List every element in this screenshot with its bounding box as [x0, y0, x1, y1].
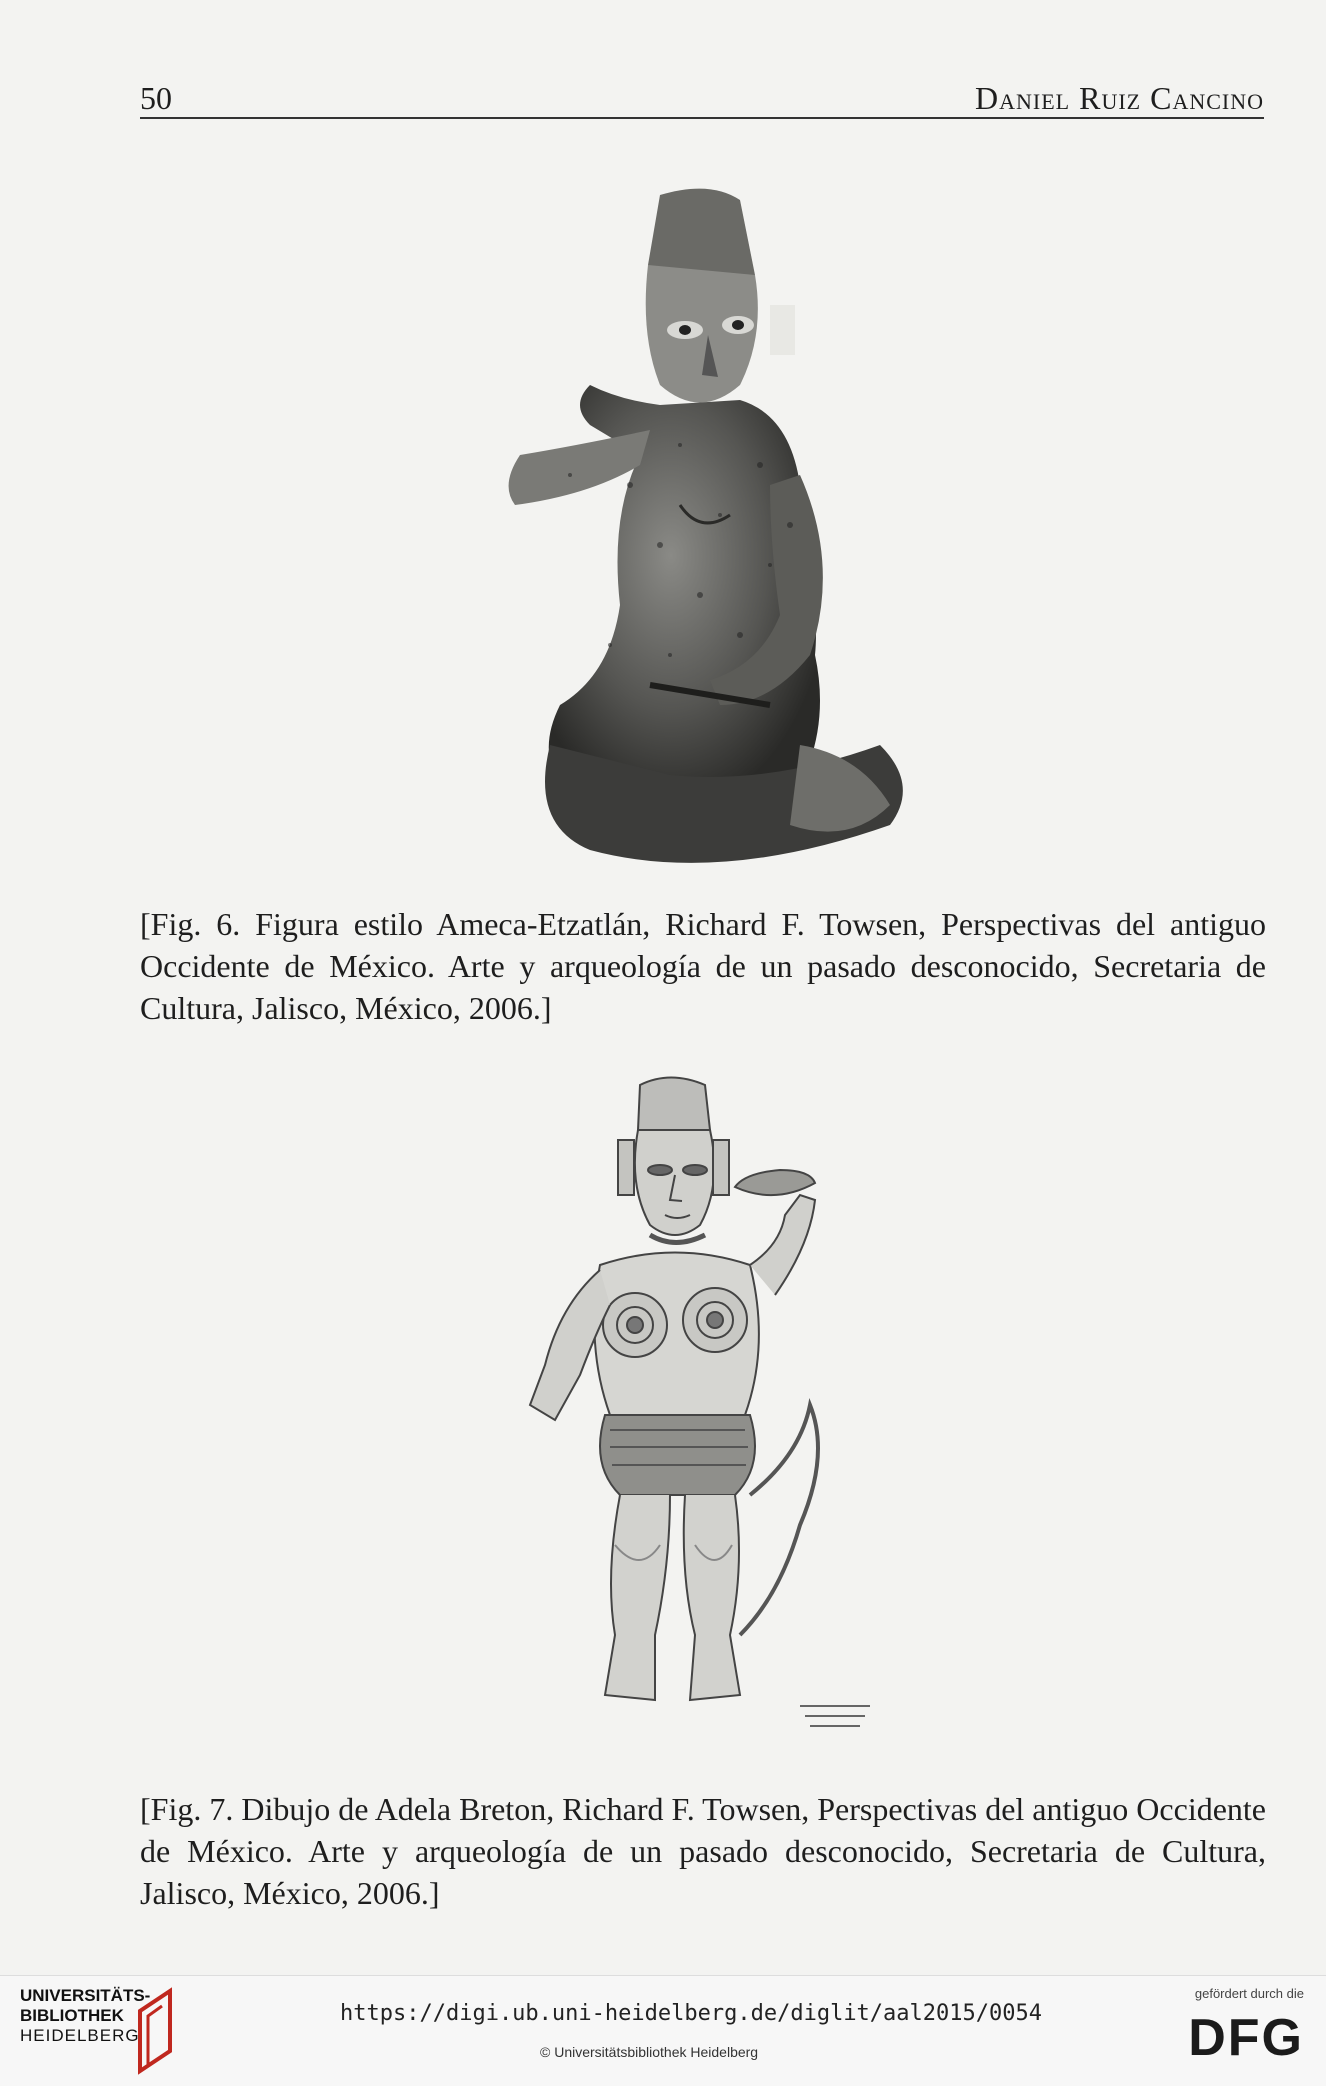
digitization-footer: [0, 1975, 1326, 2086]
library-name-line2: BIBLIOTHEK: [20, 2006, 124, 2025]
running-head-author: Daniel Ruiz Cancino: [975, 80, 1264, 116]
permalink-url[interactable]: https://digi.ub.uni-heidelberg.de/diglit/aal2015/0054: [340, 2001, 1042, 2026]
fig7-image: [510, 1075, 910, 1755]
fig7-caption: [Fig. 7. Dibujo de Adela Breton, Richard F. Towsen, Perspectivas del antiguo Occidente de México. Arte y arqueología de un pasado desconocido, Secretaria de Cultura, Jalisco, México, 2006.]: [140, 1791, 1266, 1911]
page-number: 50: [140, 80, 172, 116]
library-name: [20, 1986, 150, 2046]
library-name-line1: UNIVERSITÄTS-: [20, 1986, 151, 2005]
dfg-logo: DFG: [1188, 2009, 1304, 2067]
funding-note: gefördert durch die: [1194, 1986, 1304, 2001]
fig6-caption: [Fig. 6. Figura estilo Ameca-Etzatlán, Richard F. Towsen, Perspectivas del antiguo Occidente de México. Arte y arqueología de un pasado desconocido, Secretaria de Cultura, Jalisco, México, 2006.]: [140, 906, 1266, 1026]
library-name-line3: HEIDELBERG: [20, 2026, 140, 2045]
fig6-image: [470, 185, 950, 895]
header-rule: [140, 117, 1264, 119]
copyright-notice: © Universitätsbibliothek Heidelberg: [540, 2044, 759, 2060]
ub-heidelberg-logo-icon: [132, 1986, 178, 2076]
